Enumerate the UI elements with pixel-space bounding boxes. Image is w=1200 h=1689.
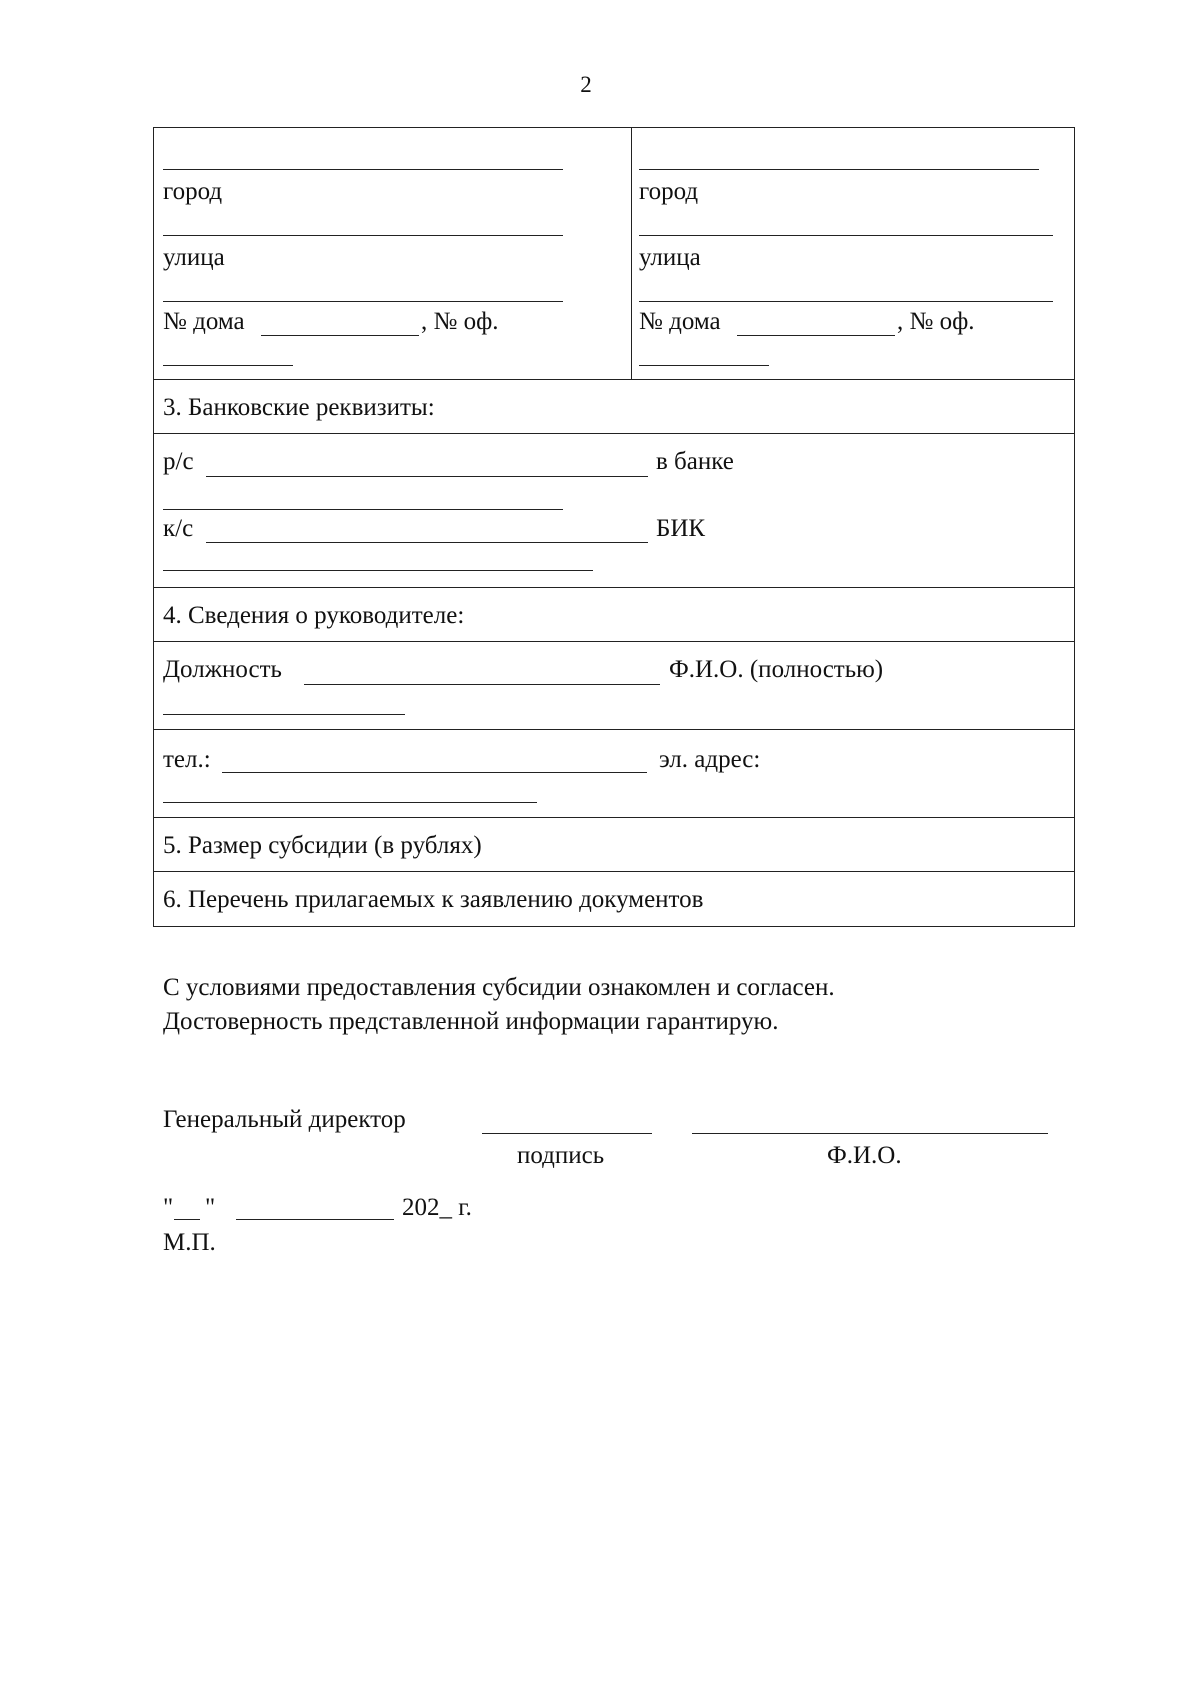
fio-full-label: Ф.И.О. (полностью) xyxy=(669,656,884,683)
documents-label: 6. Перечень прилагаемых к заявлению документов xyxy=(163,886,704,913)
statement-line-1: С условиями предоставления субсидии ознакомлен и согласен. xyxy=(163,974,835,1001)
statement-line-2: Достоверность представленной информации гарантирую. xyxy=(163,1008,779,1035)
bank-label: в банке xyxy=(656,448,734,475)
bank-name-field[interactable] xyxy=(163,509,563,510)
email-field[interactable] xyxy=(163,802,537,803)
street-label-right: улица xyxy=(639,244,701,271)
house-field-right[interactable] xyxy=(737,335,895,336)
address-left xyxy=(154,128,632,379)
fio-caption: Ф.И.О. xyxy=(827,1142,902,1169)
bik-label: БИК xyxy=(656,515,706,542)
application-form-table xyxy=(153,127,1075,927)
head-position-row xyxy=(154,642,1074,730)
corr-account-field[interactable] xyxy=(206,542,648,543)
day-field[interactable] xyxy=(174,1219,200,1220)
year-label: 202_ г. xyxy=(402,1194,472,1221)
head-heading-row xyxy=(154,588,1074,642)
city-label-right: город xyxy=(639,178,699,205)
city-field-right[interactable] xyxy=(639,235,1053,236)
house-label-left: № дома xyxy=(163,308,245,335)
street-field-right[interactable] xyxy=(639,301,1053,302)
documents-row xyxy=(154,872,1074,926)
signature-fio-field[interactable] xyxy=(692,1133,1048,1134)
address-left-line-1[interactable] xyxy=(163,169,563,170)
bank-heading: 3. Банковские реквизиты: xyxy=(163,394,435,421)
street-label-left: улица xyxy=(163,244,225,271)
stamp-label: М.П. xyxy=(163,1229,216,1256)
address-right-line-1[interactable] xyxy=(639,169,1039,170)
date-quote-open: " xyxy=(163,1194,174,1221)
address-right xyxy=(632,128,1074,379)
fio-full-field[interactable] xyxy=(163,714,405,715)
house-field-left[interactable] xyxy=(261,335,419,336)
office-label-left: , № оф. xyxy=(421,308,499,335)
signature-field[interactable] xyxy=(482,1133,652,1134)
email-label: эл. адрес: xyxy=(659,746,761,773)
signature-caption: подпись xyxy=(517,1142,605,1169)
page-number: 2 xyxy=(580,72,592,97)
bank-details-row xyxy=(154,434,1074,588)
office-field-left[interactable] xyxy=(163,365,293,366)
office-field-right[interactable] xyxy=(639,365,769,366)
head-heading: 4. Сведения о руководителе: xyxy=(163,602,465,629)
bik-field[interactable] xyxy=(163,570,593,571)
month-field[interactable] xyxy=(236,1219,394,1220)
date-quote-close: " xyxy=(205,1194,216,1221)
signature-title: Генеральный директор xyxy=(163,1106,406,1133)
subsidy-label: 5. Размер субсидии (в рублях) xyxy=(163,832,482,859)
phone-label: тел.: xyxy=(163,746,211,773)
phone-field[interactable] xyxy=(222,772,647,773)
account-label: р/с xyxy=(163,448,194,475)
position-label: Должность xyxy=(163,656,282,683)
subsidy-row xyxy=(154,818,1074,872)
city-label-left: город xyxy=(163,178,223,205)
address-row xyxy=(154,128,1074,380)
position-field[interactable] xyxy=(304,684,660,685)
street-field-left[interactable] xyxy=(163,301,563,302)
account-field[interactable] xyxy=(206,476,648,477)
office-label-right: , № оф. xyxy=(897,308,975,335)
bank-heading-row xyxy=(154,380,1074,434)
head-contacts-row xyxy=(154,730,1074,818)
city-field-left[interactable] xyxy=(163,235,563,236)
house-label-right: № дома xyxy=(639,308,721,335)
corr-account-label: к/с xyxy=(163,515,194,542)
